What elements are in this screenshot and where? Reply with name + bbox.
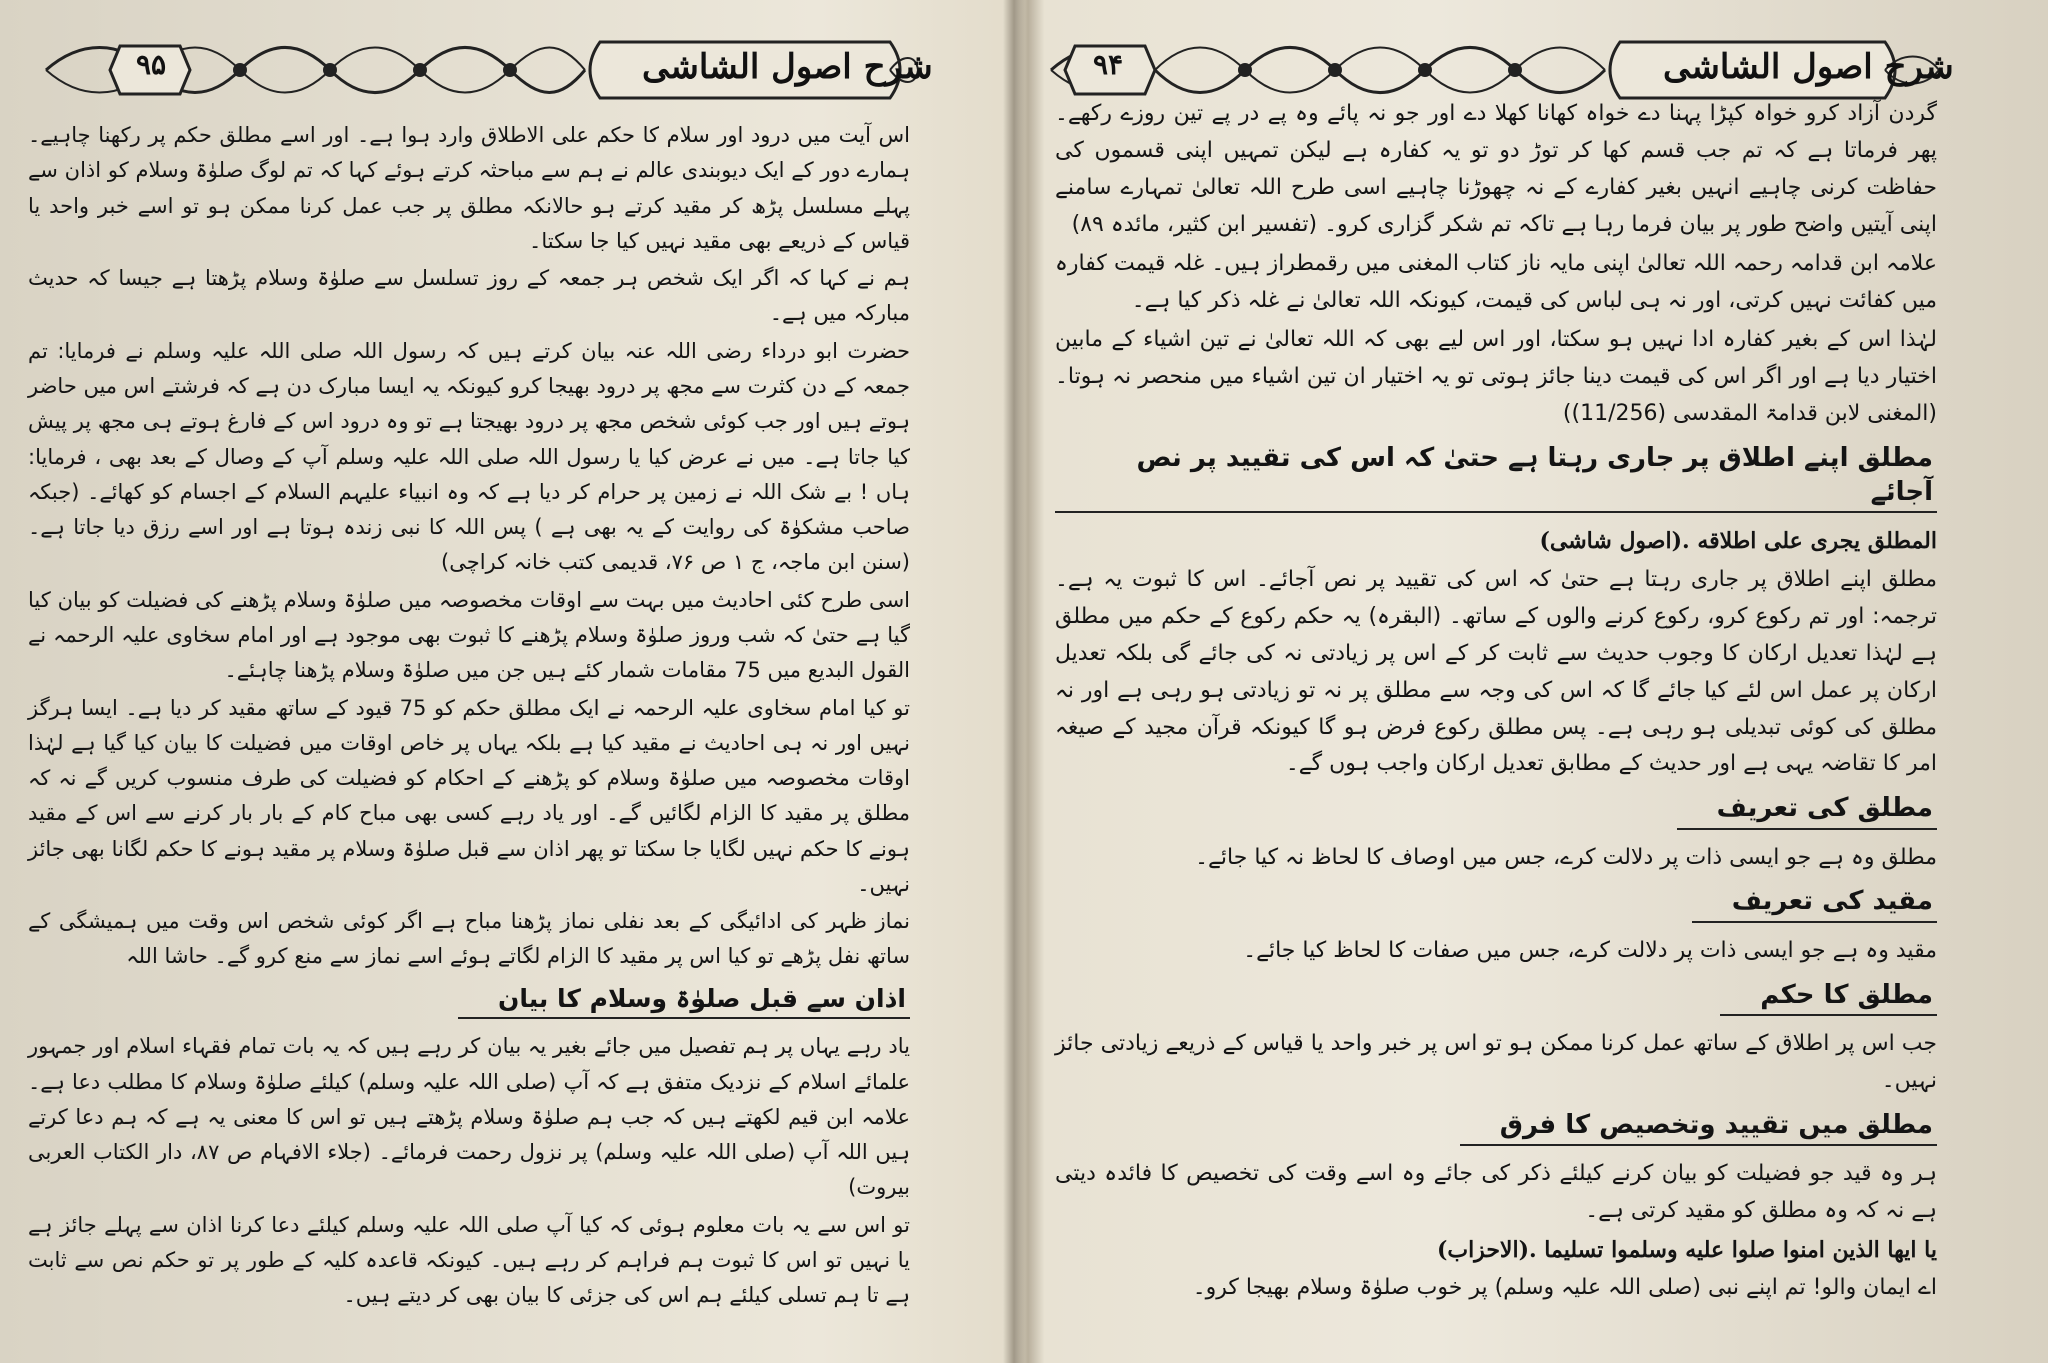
section-heading: اذان سے قبل صلوٰۃ وسلام کا بیان — [458, 983, 910, 1020]
page-body-right — [1055, 96, 1937, 1309]
section-heading: مقید کی تعریف — [1692, 884, 1937, 922]
paragraph: مقید وہ ہے جو ایسی ذات پر دلالت کرے، جس میں صفات کا لحاظ کیا جائے۔ — [1243, 937, 1937, 963]
arabic-quote: یا ایها الذین امنوا صلوا علیه وسلموا تسلیما .(الاحزاب) — [1436, 1236, 1937, 1263]
paragraph: حضرت ابو درداء رضی اللہ عنہ بیان کرتے ہیں کہ رسول اللہ صلی اللہ علیہ وسلم نے فرمایا: تم جمعہ کے دن کثرت سے مجھ پر درود بھیجا کرو کیونکہ یہ ایسا مبارک دن ہے کہ فرشتے اس میں حاضر ہوتے ہیں اور جب کوئی شخص مجھ پر درود بھیجتا ہے تو وہ درود اس کے فارغ ہوتے ہی مجھ پر پیش کیا جاتا ہے۔ میں نے عرض کیا یا رسول اللہ صلی اللہ علیہ وسلم آپ کے وصال کے بعد بھی ، فرمایا: ہاں ! بے شک اللہ نے زمین پر حرام کر دیا ہے کہ وہ انبیاء علیہم السلام کے اجسام کو کھائے۔ (جبکہ صاحب مشکوٰۃ کی روایت کے یہ بھی ہے ) پس اللہ کا نبی زندہ ہوتا ہے اور اسے رزق دیا جاتا ہے۔ (سنن ابن ماجہ، ج ۱ ص ۷۶، قدیمی کتب خانہ کراچی) — [28, 338, 910, 575]
paragraph: تو اس سے یہ بات معلوم ہوئی کہ کیا آپ صلی اللہ علیہ وسلم کیلئے دعا کرنا اذان سے پہلے جائز ہے یا نہیں تو اس کا ثبوت ہم فراہم کر رہے ہیں۔ کیونکہ قاعدہ کلیہ کے طور پر تو حکم نص سے ثابت ہے تا ہم تسلی کیلئے ہم اس کی جزئی کا بیان بھی کر دیتے ہیں۔ — [28, 1212, 910, 1308]
page-number: ۹۵ — [136, 48, 167, 81]
paragraph: تو کیا امام سخاوی علیہ الرحمہ نے ایک مطلق حکم کو 75 قیود کے ساتھ مقید کر دیا ہے۔ ایسا ہرگز نہیں اور نہ ہی احادیث نے مقید کیا ہے بلکہ یہاں پر خاص اوقات میں فضیلت کا بیان کیا گیا ہے لہٰذا اوقات مخصوصہ میں صلوٰۃ وسلام کو پڑھنے کے احکام کو فضیلت کی طرف منسوب کریں گے نہ کہ مطلق پر مقید کا الزام لگائیں گے۔ اور یاد رہے کسی بھی مباح کام کے بار بار کرنے سے اس کے مقید ہونے کا حکم نہیں لگایا جا سکتا تو پھر اذان سے قبل صلوٰۃ وسلام پر مقید ہونے کا حکم لگانا بھی جائز نہیں۔ — [28, 695, 910, 896]
section-heading: مطلق کی تعریف — [1677, 791, 1937, 829]
paragraph: اے ایمان والو! تم اپنے نبی (صلی اللہ علیہ وسلم) پر خوب صلوٰۃ وسلام بھیجا کرو۔ — [1192, 1275, 1937, 1301]
section-heading: مطلق کا حکم — [1720, 978, 1937, 1016]
paragraph: لہٰذا اس کے بغیر کفارہ ادا نہیں ہو سکتا، اور اس لیے بھی کہ اللہ تعالیٰ نے تین اشیاء کے مابین اختیار دیا ہے اور اگر اس کی قیمت دینا جائز ہوتی تو یہ اختیار ان تین اشیاء میں منحصر نہ ہوتا۔ (المغنی لابن قدامۃ المقدسی (11/256)) — [1055, 326, 1937, 426]
page-right — [1025, 0, 2048, 1363]
section-heading: مطلق میں تقیید وتخصیص کا فرق — [1460, 1108, 1937, 1146]
paragraph: اسی طرح کئی احادیث میں بہت سے اوقات مخصوصہ میں صلوٰۃ وسلام پڑھنے کی فضیلت کو بیان کیا گیا ہے حتیٰ کہ شب وروز صلوٰۃ وسلام پڑھنے کا ثبوت بھی موجود ہے اور امام سخاوی علیہ الرحمہ نے القول البدیع میں 75 مقامات شمار کئے ہیں جن میں صلوٰۃ وسلام پڑھنا چاہئے۔ — [28, 587, 910, 683]
paragraph: مطلق اپنے اطلاق پر جاری رہتا ہے حتیٰ کہ اس کی تقیید پر نص آجائے۔ اس کا ثبوت یہ ہے۔ ترجمہ: اور تم رکوع کرو، رکوع کرنے والوں کے ساتھ۔ (البقرہ) یہ حکم رکوع کے حکم میں مطلق ہے لہٰذا تعدیل ارکان کا وجوب حدیث سے ثابت کر کے اس پر زیادتی نہ کی جائے گی بلکہ تعدیل ارکان پر عمل اس لئے کیا جائے گا کہ اس کی وجہ سے مطلق پر نہ تو زیادتی ہو رہی ہے اور نہ مطلق کی کوئی تبدیلی ہو رہی ہے۔ پس مطلق رکوع فرض ہو گا کیونکہ قرآن مجید کے صیغہ امر کا تقاضہ یہی ہے اور حدیث کے مطابق تعدیل ارکان واجب ہوں گے۔ — [1055, 566, 1937, 777]
paragraph: اس آیت میں درود اور سلام کا حکم علی الاطلاق وارد ہوا ہے۔ اور اسے مطلق حکم پر رکھنا چاہیے۔ ہمارے دور کے ایک دیوبندی عالم نے ہم سے مباحثہ کرتے ہوئے کہا کہ تم لوگ صلوٰۃ وسلام کو اذان سے پہلے مسلسل پڑھ کر مقید کرتے ہو حالانکہ مطلق پر جب عمل کرنا ممکن ہو تو اسے خبر واحد یا قیاس کے ذریعے بھی مقید نہیں کیا جا سکتا۔ — [28, 123, 910, 253]
page-title: شرح اصول الشاشی — [1663, 47, 1954, 87]
paragraph: علامہ ابن قدامہ رحمہ اللہ تعالیٰ اپنی مایہ ناز کتاب المغنی میں رقمطراز ہیں۔ غلہ قیمت کفارہ میں کفائت نہیں کرتی، اور نہ ہی لباس کی قیمت، کیونکہ اللہ تعالیٰ نے غلہ ذکر کیا ہے۔ — [1055, 250, 1937, 313]
paragraph: مطلق وہ ہے جو ایسی ذات پر دلالت کرے، جس میں اوصاف کا لحاظ نہ کیا جائے۔ — [1195, 844, 1937, 870]
paragraph: جب اس پر اطلاق کے ساتھ عمل کرنا ممکن ہو تو اس پر خبر واحد یا قیاس کے ذریعے زیادتی جائز نہیں۔ — [1055, 1030, 1937, 1093]
paragraph: ہم نے کہا کہ اگر ایک شخص ہر جمعہ کے روز تسلسل سے صلوٰۃ وسلام پڑھتا ہے جیسا کہ حدیث مبارکہ میں ہے۔ — [28, 266, 910, 326]
arabic-quote: المطلق یجری علی اطلاقه .(اصول شاشی) — [1539, 527, 1937, 554]
page-header-left — [40, 34, 933, 106]
page-body-left — [28, 118, 910, 1316]
paragraph: گردن آزاد کرو خواہ کپڑا پہنا دے خواہ کھانا کھلا دے اور جو نہ پائے وہ پے در پے تین روزے رکھے۔ پھر فرماتا ہے کہ تم جب قسم کھا کر توڑ دو تو یہ کفارہ ہے لیکن تمہیں اپنی قسموں کی حفاظت کرنی چاہیے انہیں بغیر کفارے کے نہ چھوڑنا چاہیے اسی طرح اللہ تعالیٰ تمہارے سامنے اپنی آیتیں واضح طور پر بیان فرما رہا ہے تاکہ تم شکر گزاری کرو۔ (تفسیر ابن کثیر، مائدہ ۸۹) — [1055, 101, 1937, 237]
paragraph: یاد رہے یہاں پر ہم تفصیل میں جائے بغیر یہ بیان کر رہے ہیں کہ یہ بات تمام فقہاء اسلام اور جمہور علمائے اسلام کے نزدیک متفق ہے کہ آپ (صلی اللہ علیہ وسلم) کیلئے صلوٰۃ وسلام کا مطلب دعا ہے۔ علامہ ابن قیم لکھتے ہیں کہ جب ہم صلوٰۃ وسلام پڑھتے ہیں تو اس کا معنی یہ ہے کہ ہم دعا کرتے ہیں اللہ آپ (صلی اللہ علیہ وسلم) پر نزول رحمت فرمائے۔ (جلاء الافہام ص ۸۷، دار الکتاب العربی بیروت) — [28, 1034, 910, 1200]
page-left — [0, 0, 1003, 1363]
book-gutter — [1003, 0, 1025, 1363]
paragraph: نماز ظہر کی ادائیگی کے بعد نفلی نماز پڑھنا مباح ہے اگر کوئی شخص اس وقت میں ہمیشگی کے ساتھ نفل پڑھے تو کیا اس پر مقید کا الزام لگاتے ہوئے اسے نماز سے منع کرو گے۔ حاشا اللہ — [28, 909, 910, 969]
section-heading: مطلق اپنے اطلاق پر جاری رہتا ہے حتیٰ کہ اس کی تقیید پر نص آجائے — [1055, 441, 1937, 513]
page-title: شرح اصول الشاشی — [642, 47, 933, 87]
paragraph: ہر وہ قید جو فضیلت کو بیان کرنے کیلئے ذکر کی جائے وہ اسے وقت کی تخصیص کا فائدہ دیتی ہے نہ کہ وہ مطلق کو مقید کرتی ہے۔ — [1055, 1160, 1937, 1223]
page-number: ۹۴ — [1093, 48, 1124, 81]
